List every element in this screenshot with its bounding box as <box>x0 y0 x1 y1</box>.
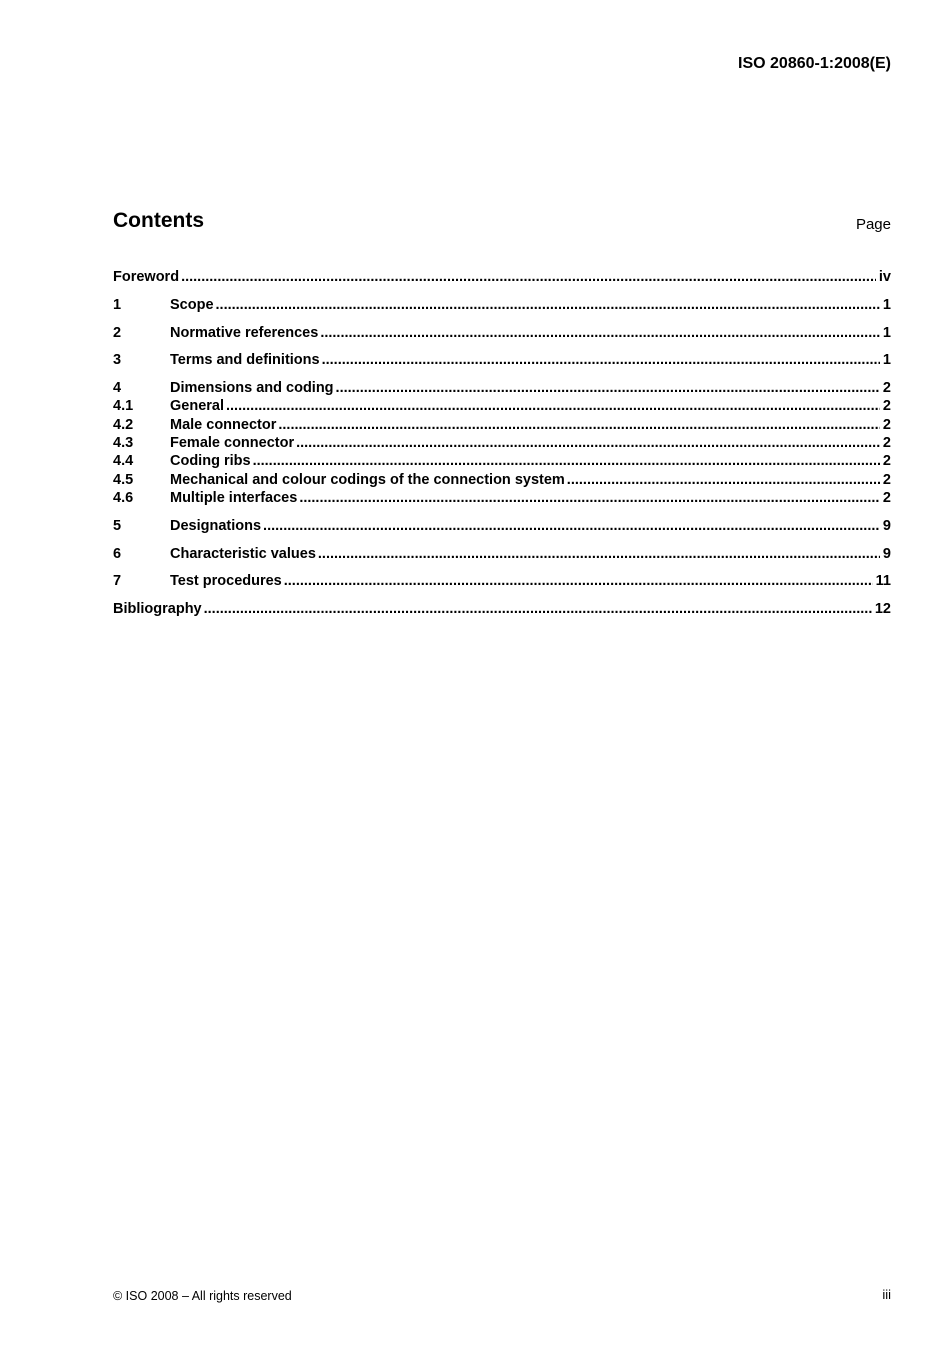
toc-dot-leader <box>226 397 880 415</box>
toc-entry-title: Dimensions and coding <box>170 380 334 397</box>
toc-entry-page: 2 <box>882 435 891 452</box>
toc-entry-number: 4.6 <box>113 489 134 506</box>
toc-entry-number: 5 <box>113 517 122 534</box>
toc-dot-leader <box>320 324 880 342</box>
toc-entry-number: 4.4 <box>113 453 134 470</box>
toc-entry-title: Male connector <box>170 416 277 433</box>
toc-entry-title: Test procedures <box>170 573 282 590</box>
toc-dot-leader <box>263 517 880 535</box>
toc-entry-foreword[interactable] <box>113 268 891 286</box>
toc-dot-leader <box>278 416 880 434</box>
toc-entry-page: 11 <box>875 573 891 590</box>
toc-entry-number: 1 <box>113 296 122 313</box>
toc-entry-test-procedures[interactable] <box>113 572 891 590</box>
toc-entry-number: 4.5 <box>113 471 134 488</box>
toc-entry-normative-references[interactable] <box>113 324 891 342</box>
toc-entry-terms-and-definitions[interactable] <box>113 351 891 369</box>
toc-entry-page: 2 <box>882 398 891 415</box>
toc-dot-leader <box>296 434 880 452</box>
toc-entry-number: 4.2 <box>113 416 134 433</box>
toc-dot-leader <box>567 471 880 489</box>
toc-dot-leader <box>336 379 880 397</box>
copyright-notice: © ISO 2008 – All rights reserved <box>113 1289 292 1303</box>
page-number: iii <box>882 1287 891 1302</box>
toc-entry-title: Characteristic values <box>170 545 316 562</box>
toc-entry-number: 3 <box>113 352 122 369</box>
toc-dot-leader <box>318 545 880 563</box>
toc-entry-male-connector[interactable] <box>113 416 891 434</box>
toc-entry-number: 4.3 <box>113 435 134 452</box>
toc-entry-dimensions-and-coding[interactable] <box>113 379 891 397</box>
toc-entry-page: 1 <box>882 296 891 313</box>
toc-dot-leader <box>299 489 880 507</box>
toc-entry-mechanical-colour-codings[interactable] <box>113 471 891 489</box>
toc-entry-page: 1 <box>882 324 891 341</box>
toc-entry-page: 2 <box>882 489 891 506</box>
toc-entry-page: 2 <box>882 416 891 433</box>
toc-entry-number: 4 <box>113 380 122 397</box>
document-identifier: ISO 20860-1:2008(E) <box>738 55 891 72</box>
toc-entry-page: 12 <box>874 601 891 618</box>
toc-entry-bibliography[interactable] <box>113 600 891 618</box>
toc-entry-multiple-interfaces[interactable] <box>113 489 891 507</box>
toc-entry-page: 2 <box>882 471 891 488</box>
toc-entry-page: 9 <box>882 545 891 562</box>
toc-entry-page: iv <box>878 269 891 285</box>
toc-entry-scope[interactable] <box>113 296 891 314</box>
toc-entry-number: 4.1 <box>113 398 134 415</box>
page-column-label: Page <box>855 216 891 233</box>
toc-entry-number: 2 <box>113 324 122 341</box>
table-of-contents <box>113 268 891 618</box>
toc-entry-page: 1 <box>882 352 891 369</box>
toc-entry-title: Scope <box>170 296 214 313</box>
toc-entry-title: Foreword <box>113 269 180 285</box>
toc-entry-title: Normative references <box>170 324 319 341</box>
toc-entry-title: Female connector <box>170 435 295 452</box>
toc-entry-coding-ribs[interactable] <box>113 452 891 470</box>
toc-entry-title: General <box>170 398 224 415</box>
toc-dot-leader <box>204 600 872 618</box>
toc-entry-general[interactable] <box>113 397 891 415</box>
toc-entry-number: 7 <box>113 573 122 590</box>
toc-dot-leader <box>181 268 876 286</box>
toc-dot-leader <box>253 452 880 470</box>
toc-entry-page: 2 <box>882 453 891 470</box>
toc-dot-leader <box>322 351 880 369</box>
toc-dot-leader <box>216 296 880 314</box>
toc-entry-title: Mechanical and colour codings of the connection system <box>170 471 565 488</box>
toc-entry-page: 2 <box>882 380 891 397</box>
toc-entry-designations[interactable] <box>113 517 891 535</box>
toc-entry-title: Terms and definitions <box>170 352 320 369</box>
toc-entry-number: 6 <box>113 545 122 562</box>
toc-dot-leader <box>284 572 873 590</box>
toc-entry-title: Bibliography <box>113 601 202 618</box>
toc-entry-page: 9 <box>882 517 891 534</box>
toc-entry-title: Multiple interfaces <box>170 489 298 506</box>
contents-heading: Contents <box>113 209 204 232</box>
toc-entry-female-connector[interactable] <box>113 434 891 452</box>
toc-entry-title: Designations <box>170 517 262 534</box>
toc-entry-title: Coding ribs <box>170 453 251 470</box>
toc-entry-characteristic-values[interactable] <box>113 545 891 563</box>
